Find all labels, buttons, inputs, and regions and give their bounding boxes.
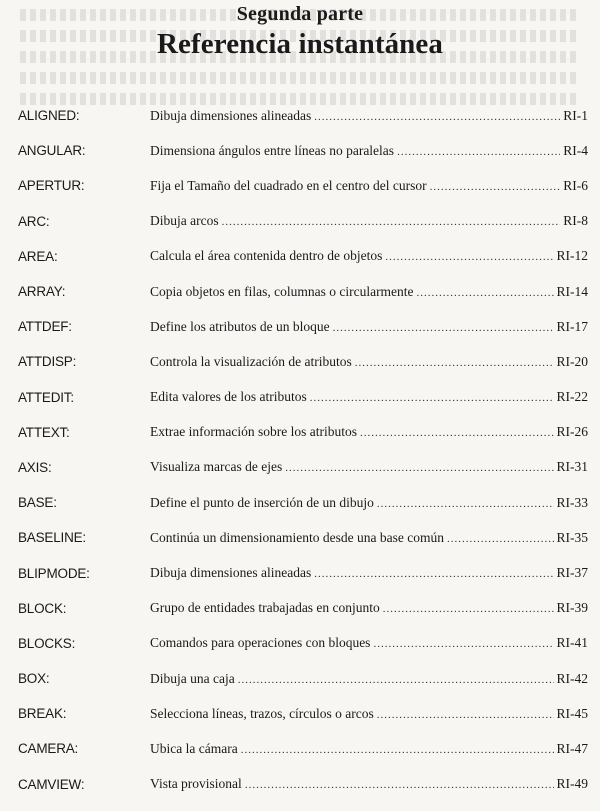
entry-line [150, 741, 588, 757]
dot-leader [355, 357, 554, 369]
command-description: Dibuja dimensiones alineadas [150, 107, 312, 123]
entry-line [150, 600, 588, 616]
entry-line [150, 389, 588, 405]
reference-entry [0, 98, 600, 133]
dot-leader [373, 638, 553, 650]
entry-line [150, 706, 588, 722]
command-name: BOX: [18, 671, 50, 687]
command-description: Dimensiona ángulos entre líneas no paralelas [150, 142, 395, 158]
page-reference: RI-20 [556, 353, 588, 369]
entry-line [150, 776, 588, 792]
entry-line [150, 530, 588, 546]
entry-line [150, 143, 588, 159]
dot-leader [385, 251, 553, 263]
dot-leader [377, 498, 554, 510]
command-description: Dibuja dimensiones alineadas [150, 565, 312, 581]
reference-list [0, 98, 600, 802]
reference-entry [0, 731, 600, 766]
reference-entry [0, 133, 600, 168]
reference-entry [0, 555, 600, 590]
dot-leader [430, 181, 561, 193]
reference-entry [0, 696, 600, 731]
command-name: AREA: [18, 248, 58, 264]
reference-entry [0, 204, 600, 239]
reference-entry [0, 626, 600, 661]
reference-entry [0, 309, 600, 344]
command-name: BLOCK: [18, 600, 67, 616]
command-description: Edita valores de los atributos [150, 389, 307, 405]
command-name: ATTEDIT: [18, 389, 74, 405]
page-reference: RI-39 [556, 600, 588, 616]
command-description: Grupo de entidades trabajadas en conjunto [150, 600, 380, 616]
entry-line [150, 354, 588, 370]
section-title: Referencia instantánea [157, 28, 443, 60]
page-reference: RI-31 [556, 459, 588, 475]
entry-line [150, 213, 588, 229]
reference-entry [0, 380, 600, 415]
command-description: Fija el Tamaño del cuadrado en el centro del cursor [150, 177, 427, 193]
command-name: ATTDISP: [18, 354, 77, 370]
command-name: BLIPMODE: [18, 565, 90, 581]
reference-entry [0, 520, 600, 555]
reference-entry [0, 239, 600, 274]
entry-line [150, 671, 588, 687]
reference-entry [0, 591, 600, 626]
page-reference: RI-41 [556, 635, 588, 651]
page-reference: RI-37 [556, 565, 588, 581]
page-reference: RI-6 [563, 177, 588, 193]
page-reference: RI-22 [556, 389, 588, 405]
command-name: BREAK: [18, 706, 67, 722]
command-name: BASELINE: [18, 530, 86, 546]
page-reference: RI-26 [556, 424, 588, 440]
page-reference: RI-17 [556, 318, 588, 334]
entry-line [150, 495, 588, 511]
entry-line [150, 248, 588, 264]
command-description: Dibuja arcos [150, 213, 219, 229]
command-name: BLOCKS: [18, 635, 76, 651]
dot-leader [285, 462, 553, 474]
reference-entry [0, 415, 600, 450]
command-description: Selecciona líneas, trazos, círculos o arcos [150, 705, 374, 721]
dot-leader [238, 674, 554, 686]
command-description: Vista provisional [150, 776, 242, 792]
entry-line [150, 178, 588, 194]
page-reference: RI-49 [556, 776, 588, 792]
command-description: Dibuja una caja [150, 670, 235, 686]
page-reference: RI-45 [556, 705, 588, 721]
command-name: ATTDEF: [18, 319, 72, 335]
command-name: APERTUR: [18, 178, 85, 194]
page-reference: RI-4 [563, 142, 588, 158]
page-reference: RI-47 [556, 740, 588, 756]
entry-line [150, 284, 588, 300]
page-reference: RI-1 [563, 107, 588, 123]
entry-line [150, 635, 588, 651]
dot-leader [447, 533, 554, 545]
entry-line [150, 565, 588, 581]
dot-leader [333, 322, 554, 334]
reference-entry [0, 274, 600, 309]
page-reference: RI-33 [556, 494, 588, 510]
page-reference: RI-35 [556, 529, 588, 545]
reference-entry [0, 450, 600, 485]
dot-leader [314, 111, 560, 123]
reference-entry [0, 485, 600, 520]
entry-line [150, 459, 588, 475]
command-name: AXIS: [18, 459, 52, 475]
command-description: Extrae información sobre los atributos [150, 424, 357, 440]
command-name: ANGULAR: [18, 143, 86, 159]
dot-leader [241, 744, 554, 756]
reference-entry [0, 344, 600, 379]
command-name: CAMVIEW: [18, 776, 85, 792]
command-name: CAMERA: [18, 741, 79, 757]
dot-leader [245, 779, 554, 791]
command-name: BASE: [18, 495, 57, 511]
command-description: Define el punto de inserción de un dibujo [150, 494, 374, 510]
dot-leader [377, 709, 554, 721]
command-name: ATTEXT: [18, 424, 70, 440]
dot-leader [314, 568, 553, 580]
command-name: ARRAY: [18, 284, 66, 300]
dot-leader [310, 392, 554, 404]
page-reference: RI-12 [556, 248, 588, 264]
command-description: Copia objetos en filas, columnas o circularmente [150, 283, 414, 299]
entry-line [150, 424, 588, 440]
reference-entry [0, 767, 600, 802]
section-subtitle: Segunda parte [236, 3, 364, 25]
command-name: ALIGNED: [18, 108, 80, 124]
dot-leader [417, 287, 554, 299]
dot-leader [222, 216, 561, 228]
command-description: Controla la visualización de atributos [150, 353, 352, 369]
reference-entry [0, 661, 600, 696]
command-description: Calcula el área contenida dentro de objetos [150, 248, 383, 264]
command-name: ARC: [18, 213, 50, 229]
command-description: Comandos para operaciones con bloques [150, 635, 371, 651]
command-description: Ubica la cámara [150, 740, 238, 756]
page-reference: RI-14 [556, 283, 588, 299]
page-reference: RI-8 [563, 213, 588, 229]
command-description: Continúa un dimensionamiento desde una base común [150, 529, 444, 545]
dot-leader [360, 427, 554, 439]
command-description: Define los atributos de un bloque [150, 318, 330, 334]
reference-entry [0, 168, 600, 203]
dot-leader [383, 603, 554, 615]
dot-leader [397, 146, 560, 158]
command-description: Visualiza marcas de ejes [150, 459, 283, 475]
entry-line [150, 319, 588, 335]
page-reference: RI-42 [556, 670, 588, 686]
entry-line [150, 108, 588, 124]
